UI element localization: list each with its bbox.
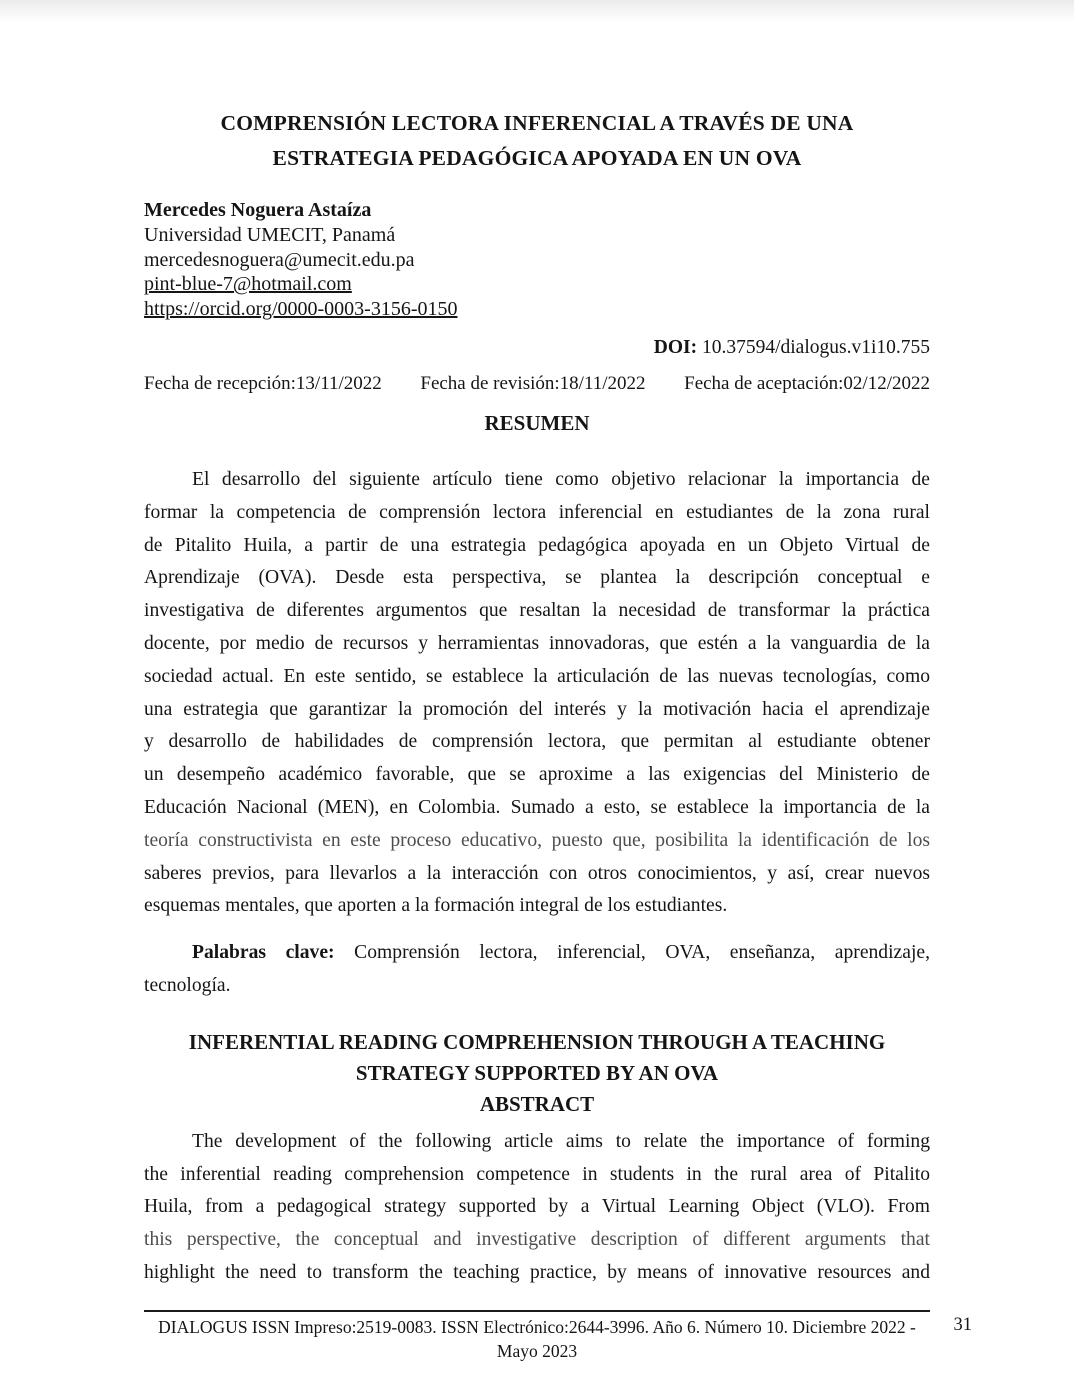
date-acceptance: Fecha de aceptación:02/12/2022 — [684, 372, 930, 394]
author-orcid-link[interactable]: https://orcid.org/0000-0003-3156-0150 — [144, 298, 458, 321]
resumen-line: y desarrollo de habilidades de comprensión lectora, que permitan al estudiante obtener — [144, 731, 930, 753]
resumen-paragraph — [144, 464, 930, 923]
scan-shadow-top — [0, 0, 1074, 22]
resumen-heading: RESUMEN — [484, 410, 590, 435]
keywords-text-line-2: tecnología. — [144, 974, 231, 996]
doi-row — [144, 336, 930, 360]
footer-journal-info: DIALOGUS ISSN Impreso:2519-0083. ISSN Electrónico:2644-3996. Año 6. Número 10. Diciembre 2022 - Mayo 2023 — [158, 1316, 916, 1361]
abstract-paragraph — [144, 1126, 930, 1290]
date-revision: Fecha de revisión:18/11/2022 — [420, 372, 646, 394]
author-email-institutional: mercedesnoguera@umecit.edu.pa — [144, 248, 415, 271]
abstract-line: the inferential reading comprehension competence in students in the rural area of Pitalito — [144, 1163, 930, 1185]
resumen-line: formar la competencia de comprensión lectora inferencial en estudiantes de la zona rural — [144, 501, 930, 523]
article-title-line-2: ESTRATEGIA PEDAGÓGICA APOYADA EN UN OVA — [272, 146, 802, 170]
resumen-line: teoría constructivista en este proceso educativo, puesto que, posibilita la identificación de los — [144, 829, 930, 851]
resumen-line: un desempeño académico favorable, que se aproxime a las exigencias del Ministerio de — [144, 764, 930, 786]
article-title — [144, 106, 930, 176]
dates-row — [144, 372, 930, 396]
abstract-line: this perspective, the conceptual and investigative description of different arguments that — [144, 1229, 930, 1251]
resumen-line: Aprendizaje (OVA). Desde esta perspectiva, se plantea la descripción conceptual e — [144, 567, 930, 589]
page-footer — [144, 1310, 972, 1363]
author-block — [144, 198, 930, 322]
keywords-label: Palabras clave: — [192, 942, 335, 964]
keywords-paragraph — [144, 937, 930, 1003]
doi-label: DOI: — [653, 336, 698, 358]
resumen-line: una estrategia que garantizar la promoción del interés y la motivación hacia el aprendizaje — [144, 698, 930, 720]
abstract-line: The development of the following article aims to relate the importance of forming — [192, 1130, 930, 1152]
doi-value: 10.37594/dialogus.v1i10.755 — [697, 336, 930, 358]
resumen-line: esquemas mentales, que aporten a la formación integral de los estudiantes. — [144, 895, 728, 917]
english-title-line-2: STRATEGY SUPPORTED BY AN OVA — [355, 1060, 719, 1085]
page-number: 31 — [953, 1314, 972, 1335]
resumen-line: investigativa de diferentes argumentos que resaltan la necesidad de transformar la práctica — [144, 600, 930, 622]
author-email-personal-link[interactable]: pint-blue-7@hotmail.com — [144, 273, 352, 296]
resumen-line: docente, por medio de recursos y herramientas innovadoras, que estén a la vanguardia de la — [144, 632, 930, 654]
resumen-line: Educación Nacional (MEN), en Colombia. Sumado a esto, se establece la importancia de la — [144, 796, 930, 818]
author-affiliation: Universidad UMECIT, Panamá — [144, 223, 396, 246]
article-title-line-1: COMPRENSIÓN LECTORA INFERENCIAL A TRAVÉS DE UNA — [220, 111, 854, 135]
keywords-text: Comprensión lectora, inferencial, OVA, enseñanza, aprendizaje, — [334, 942, 930, 964]
resumen-line: de Pitalito Huila, a partir de una estrategia pedagógica apoyada en un Objeto Virtual de — [144, 534, 930, 556]
abstract-line: highlight the need to transform the teaching practice, by means of innovative resources and — [144, 1261, 930, 1283]
page-content — [144, 106, 972, 1363]
abstract-heading: ABSTRACT — [479, 1091, 595, 1116]
resumen-line: sociedad actual. En este sentido, se establece la articulación de las nuevas tecnologías, como — [144, 665, 930, 687]
abstract-line: Huila, from a pedagogical strategy supported by a Virtual Learning Object (VLO). From — [144, 1196, 930, 1218]
resumen-line: El desarrollo del siguiente artículo tiene como objetivo relacionar la importancia de — [192, 468, 930, 490]
author-name: Mercedes Noguera Astaíza — [144, 199, 372, 221]
english-title-line-1: INFERENTIAL READING COMPREHENSION THROUGH A TEACHING — [188, 1029, 886, 1054]
date-reception: Fecha de recepción:13/11/2022 — [144, 372, 382, 394]
english-title — [144, 1027, 930, 1089]
resumen-line: saberes previos, para llevarlos a la interacción con otros conocimientos, y así, crear nuevos — [144, 862, 930, 884]
